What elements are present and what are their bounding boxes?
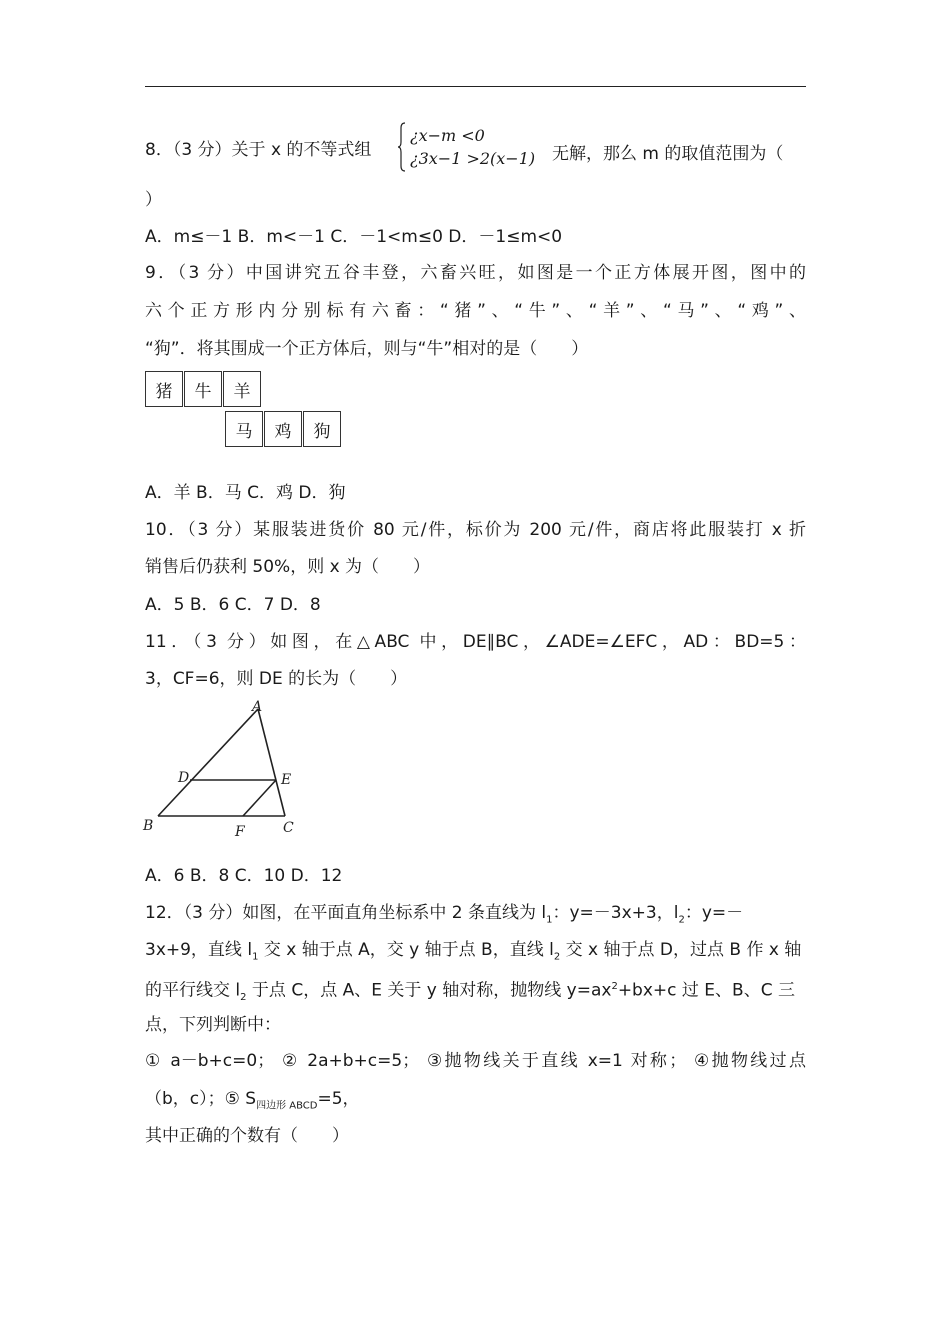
q12-l1-c: ：y=－ (684, 903, 744, 923)
q11-line-2: 3，CF=6，则 DE 的长为（ ） (145, 669, 408, 689)
left-brace-icon (398, 122, 406, 172)
q8-paren-close: ） (145, 190, 162, 210)
q12-l1-b: ：y=－3x+3，l (552, 903, 679, 923)
q11-line-1: 11．（3 分）如图，在△ABC 中，DE∥BC，∠ADE=∠EFC，AD：BD=5： (145, 632, 806, 652)
q9-line-1: 9．（3 分）中国讲究五谷丰登，六畜兴旺，如图是一个正方体展开图，图中的 (145, 263, 806, 283)
q12-l3-sub: 2 (240, 992, 247, 1004)
net-cell-pig: 猪 (145, 371, 183, 407)
q12-l2-b: 交 x 轴于点 A，交 y 轴于点 B，直线 l (258, 940, 554, 960)
q12-l3-b: 于点 C，点 A、E 关于 y 轴对称，抛物线 y=ax (246, 980, 612, 1001)
q9-line-2: 六个正方形内分别标有六畜：“猪”、“牛”、“羊”、“马”、“鸡”、 (145, 301, 806, 321)
q12-l6-sub: 四边形 ABCD (256, 1100, 318, 1112)
q12-line-2 (145, 939, 801, 968)
triangle-figure (140, 698, 310, 843)
q12-line-7: 其中正确的个数有（ ） (145, 1126, 349, 1146)
segment-ef (243, 780, 276, 816)
header-rule (145, 86, 806, 87)
segment-ab (158, 709, 258, 816)
q12-l2-c: 交 x 轴于点 D，过点 B 作 x 轴 (560, 940, 802, 960)
q8-stem-prefix: 8．（3 分）关于 x 的不等式组 (145, 140, 372, 160)
q12-l3-a: 的平行线交 l (145, 980, 241, 1001)
q12-l3-sup: 2 (611, 981, 618, 992)
q12-l1-sub1: 1 (546, 914, 553, 926)
net-cell-ox: 牛 (184, 371, 222, 407)
q12-line-4: 点，下列判断中： (145, 1015, 281, 1035)
label-c: C (283, 820, 294, 836)
q12-l2-sub: 1 (252, 951, 259, 963)
net-cell-dog: 狗 (303, 411, 341, 447)
net-cell-horse: 马 (225, 411, 263, 447)
q9-line-3: “狗”．将其围成一个正方体后，则与“牛”相对的是（ ） (145, 339, 589, 359)
q8-sys2-text: ¿3x−1 >2(x−1) (410, 149, 536, 168)
q10-line-1: 10．（3 分）某服装进货价 80 元/件，标价为 200 元/件，商店将此服装打 x 折 (145, 520, 806, 540)
q11-options: A．6 B．8 C．10 D．12 (145, 866, 343, 886)
q12-line-3 (145, 976, 795, 1009)
q8-sys1-text: ¿x−m <0 (410, 126, 485, 145)
q8-options: A．m≤－1 B．m<－1 C．－1<m≤0 D．－1≤m<0 (145, 227, 563, 247)
q12-line-5: ① a－b+c=0； ② 2a+b+c=5； ③抛物线关于直线 x=1 对称； ④抛物线过点 (145, 1051, 806, 1071)
q12-l6-a: （b，c）；⑤ S (145, 1089, 257, 1109)
label-e: E (281, 772, 292, 788)
net-cell-chicken: 鸡 (264, 411, 302, 447)
label-b: B (143, 818, 154, 834)
label-a: A (252, 699, 263, 715)
net-cell-sheep: 羊 (223, 371, 261, 407)
q12-l2-sub2: 2 (553, 951, 561, 963)
q9-options: A．羊 B．马 C．鸡 D．狗 (145, 483, 346, 503)
q12-l2-a: 3x+9，直线 l (145, 940, 253, 960)
q12-l1-a: 12．（3 分）如图，在平面直角坐标系中 2 条直线为 l (145, 903, 547, 923)
q12-line-6 (145, 1088, 360, 1117)
segment-ac (258, 709, 285, 816)
q8-stem-suffix: 无解，那么 m 的取值范围为（ (552, 144, 784, 164)
q12-l1-sub2: 2 (678, 914, 685, 926)
q10-line-2: 销售后仍获利 50%，则 x 为（ ） (145, 557, 431, 577)
q8-system-line-2 (410, 149, 535, 168)
label-d: D (178, 770, 190, 786)
q8-system-line-1 (410, 126, 485, 145)
q12-l6-b: =5， (317, 1089, 360, 1109)
q12-line-1 (145, 902, 743, 931)
q10-options: A．5 B．6 C．7 D．8 (145, 595, 321, 615)
q12-l3-c: +bx+c 过 E、B、C 三 (617, 980, 795, 1001)
label-f: F (235, 824, 245, 840)
